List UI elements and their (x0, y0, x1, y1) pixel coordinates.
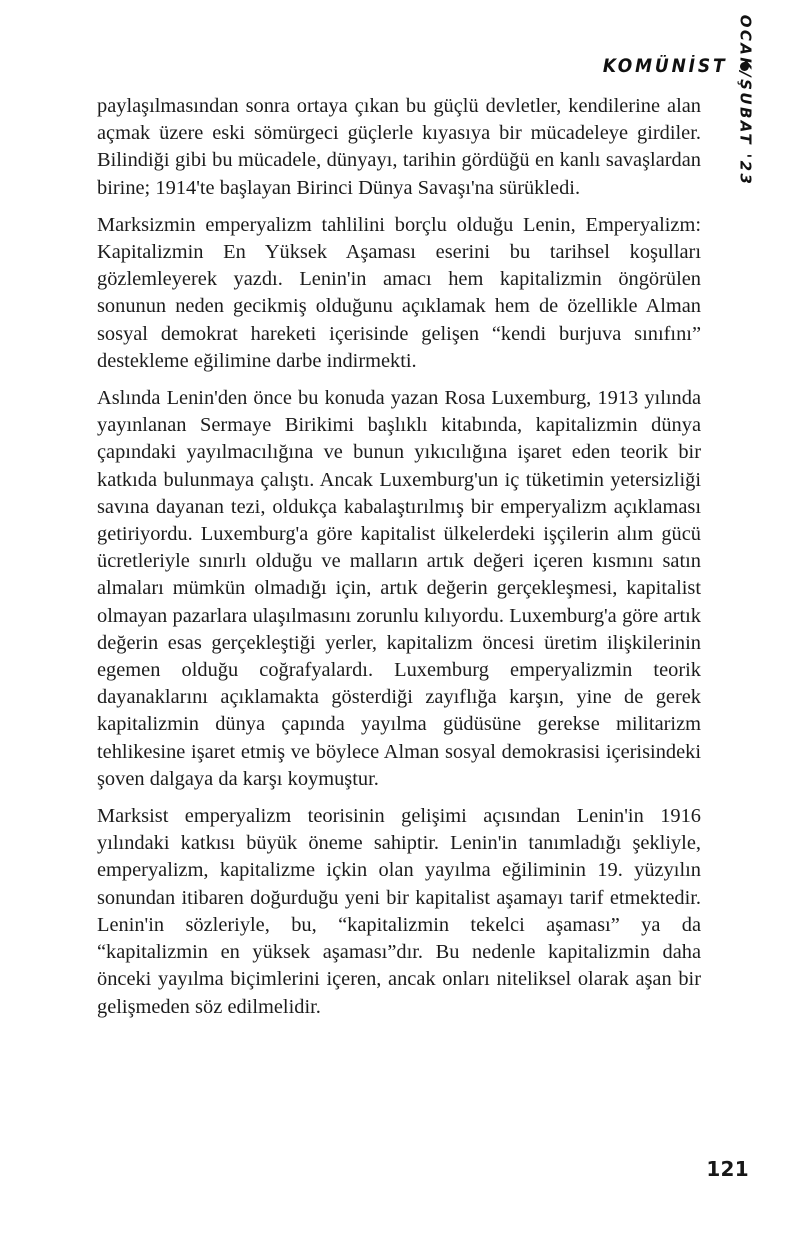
paragraph: Marksizmin emperyalizm tahlilini borçlu olduğu Lenin, Emperyalizm: Kapitalizmin En Yüksek Aşaması eserini bu tarihsel koşulları gözlemleyerek yazdı. Lenin'in amacı hem kapitalizmin öngörülen sonunun neden gecikmiş olduğunu açıklamak hem de özellikle Alman sosyal demokrat hareketi içerisinde gelişen “kendi burjuva sınıfını” destekleme eğilimine darbe indirmekti. (97, 213, 701, 372)
paragraph: Aslında Lenin'den önce bu konuda yazan Rosa Luxemburg, 1913 yılında yayınlanan Sermaye Birikimi başlıklı kitabında, kapitalizmin dünya çapındaki yayılmacılığına ve bunun yıkıcılığına işaret eden teorik bir katkıda bulunmaya çalıştı. Ancak Luxemburg'un iç tüketimin yetersizliği savına dayanan tezi, oldukça kabalaştırılmış bir emperyalizm açıklaması getiriyordu. Luxemburg'a göre kapitalist ülkelerdeki işçilerin alım gücü ücretleriyle sınırlı olduğu ve malların artık değeri içeren kısmını satın almaları mümkün olmadığı için, artık değerin gerçekleşmesi, kapitalist olmayan pazarlara ulaşılmasını zorunlu kılıyordu. Luxemburg'a göre artık değerin esas gerçekleştiği yerler, kapitalizm öncesi üretim ilişkilerinin egemen olduğu coğrafyalardı. Luxemburg emperyalizmin teorik dayanaklarını açıklamakta gösterdiği zayıflığa karşın, yine de gerek kapitalizmin dünya çapında yayılma güdüsüne gerekse militarizm tehlikesine işaret etmiş ve böylece Alman sosyal demokrasisi içerisindeki şoven dalgaya da karşı koymuştur. (97, 387, 701, 790)
paragraph: paylaşılmasından sonra ortaya çıkan bu güçlü devletler, kendilerine alan açmak üzere eski sömürgeci güçlerle kıyasıya bir mücadeleye girdiler. Bilindiği gibi bu mücadele, dünyayı, tarihin gördüğü en kanlı savaşlardan birine; 1914'te başlayan Birinci Dünya Savaşı'na sürükledi. (97, 95, 701, 199)
running-head (592, 58, 749, 77)
journal-title: KOMÜNİST (602, 56, 727, 77)
issue-date-tab (732, 14, 758, 243)
page-number: 121 (706, 1157, 749, 1181)
issue-date-label: OCAK/ŞUBAT '23 (736, 14, 755, 187)
paragraph: Marksist emperyalizm teorisinin gelişimi açısından Lenin'in 1916 yılındaki katkısı büyük öneme sahiptir. Lenin'in tanımladığı şekliyle, emperyalizm, kapitalizme içkin olan yayılma eğiliminin 19. yüzyılın sonundan itibaren doğurduğu yeni bir kapitalist aşamayı tarif etmektedir. Lenin'in sözleriyle, bu, “kapitalizmin tekelci aşaması” ya da “kapitalizmin en yüksek aşaması”dır. Bu nedenle kapitalizmin daha önceki yayılma biçimlerini içeren, ancak onları niteliksel olarak aşan bir gelişmeden söz edilmelidir. (97, 805, 701, 1018)
body-text-column (97, 93, 701, 1021)
